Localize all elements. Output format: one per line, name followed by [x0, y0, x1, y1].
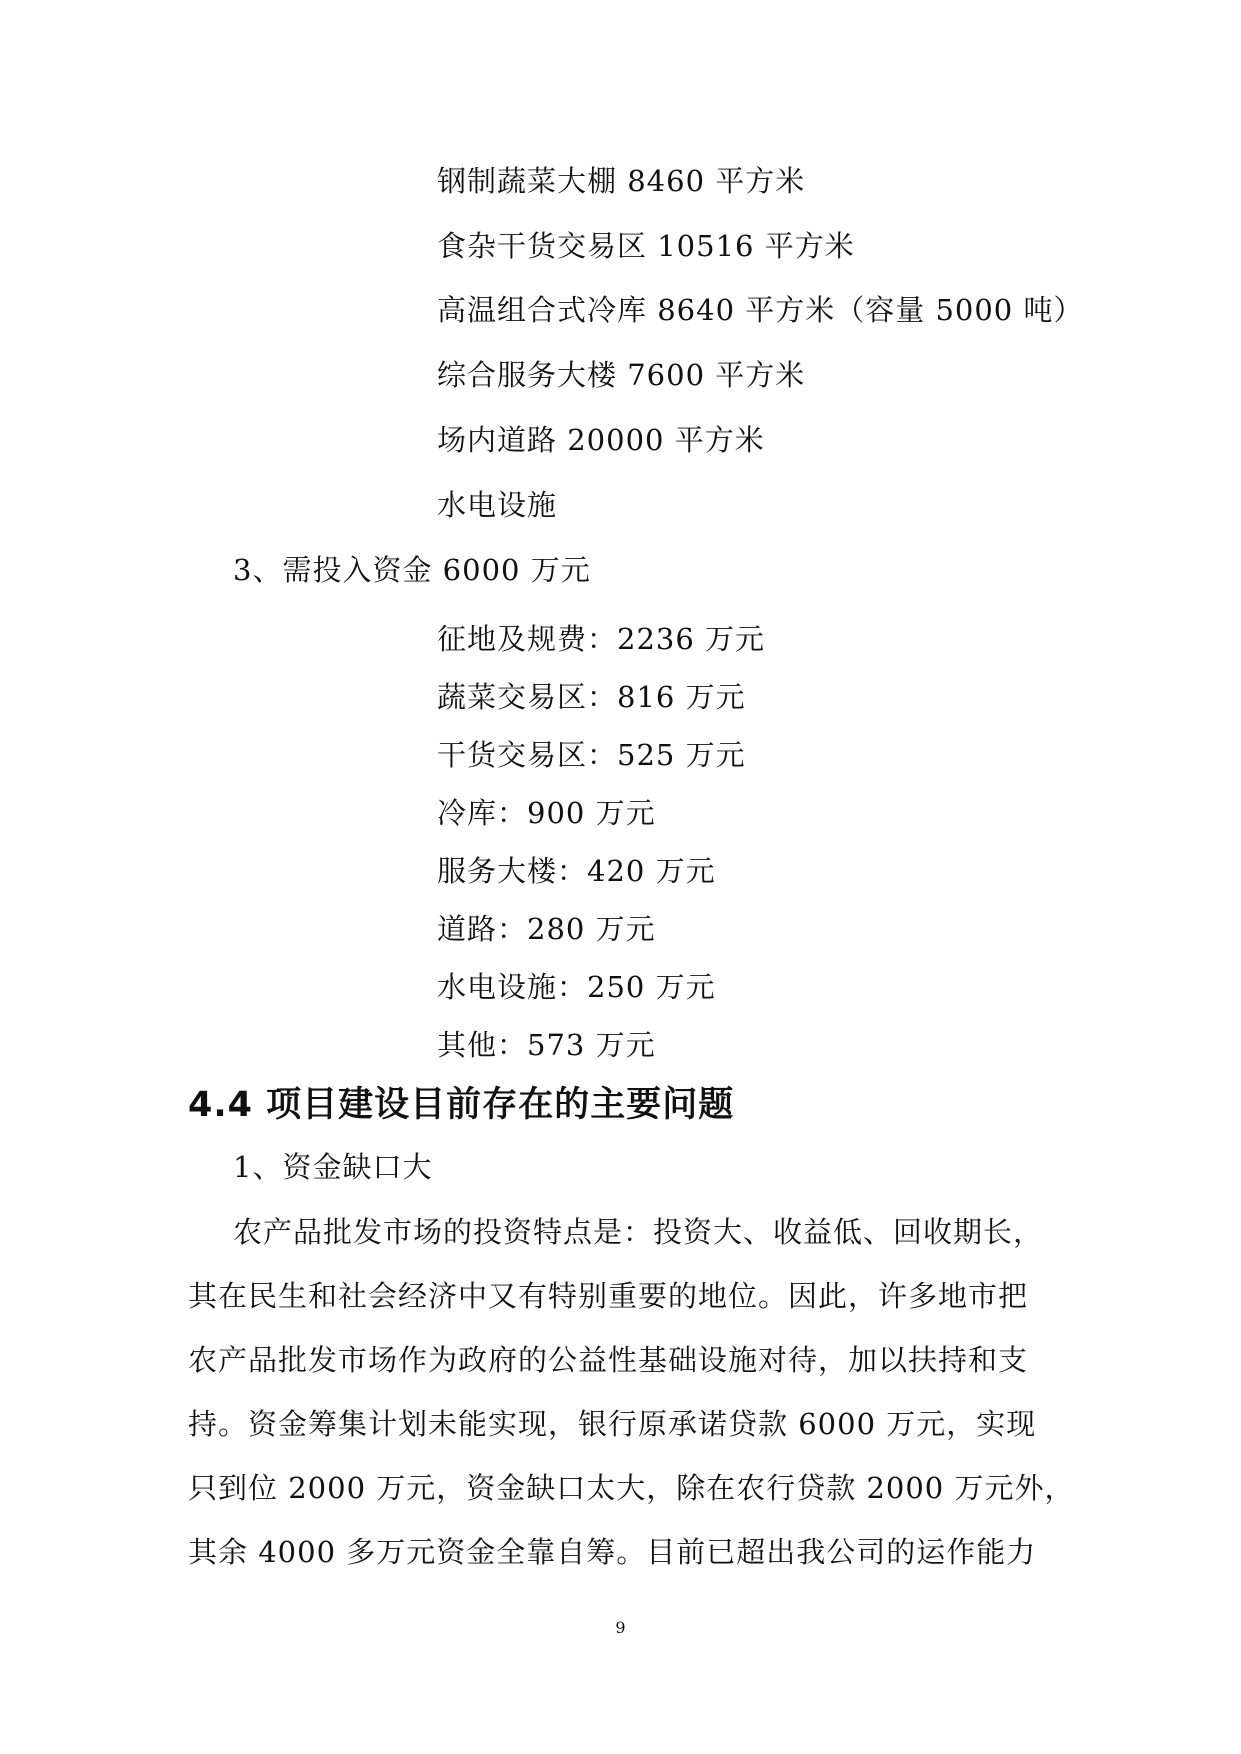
paragraph-line: 其在民生和社会经济中又有特别重要的地位。因此，许多地市把 [188, 1279, 1029, 1313]
investment-item: 征地及规费：2236 万元 [437, 622, 766, 656]
paragraph-line: 农产品批发市场的投资特点是：投资大、收益低、回收期长， [233, 1215, 1044, 1249]
investment-item: 冷库：900 万元 [437, 796, 656, 830]
section-heading: 4.4 项目建设目前存在的主要问题 [188, 1085, 735, 1125]
investment-heading: 3、需投入资金 6000 万元 [233, 553, 591, 587]
paragraph-line: 农产品批发市场作为政府的公益性基础设施对待，加以扶持和支 [188, 1343, 1029, 1377]
paragraph-line: 只到位 2000 万元，资金缺口太大，除在农行贷款 2000 万元外， [188, 1471, 1075, 1505]
facility-line: 水电设施 [437, 488, 558, 522]
facility-line: 综合服务大楼 7600 平方米 [437, 358, 806, 392]
page-number: 9 [615, 1618, 626, 1637]
facility-line: 场内道路 20000 平方米 [437, 423, 765, 457]
investment-item: 水电设施：250 万元 [437, 970, 716, 1004]
problem-heading: 1、资金缺口大 [233, 1150, 433, 1184]
investment-item: 干货交易区：525 万元 [437, 738, 746, 772]
investment-item: 其他：573 万元 [437, 1028, 656, 1062]
paragraph-line: 持。资金筹集计划未能实现，银行原承诺贷款 6000 万元，实现 [188, 1407, 1037, 1441]
investment-item: 道路：280 万元 [437, 912, 656, 946]
investment-item: 蔬菜交易区：816 万元 [437, 680, 746, 714]
facility-line: 钢制蔬菜大棚 8460 平方米 [437, 164, 806, 198]
investment-item: 服务大楼：420 万元 [437, 854, 716, 888]
paragraph-line: 其余 4000 多万元资金全靠自筹。目前已超出我公司的运作能力 [188, 1535, 1037, 1569]
facility-line: 食杂干货交易区 10516 平方米 [437, 229, 855, 263]
facility-line: 高温组合式冷库 8640 平方米（容量 5000 吨） [437, 293, 1084, 327]
